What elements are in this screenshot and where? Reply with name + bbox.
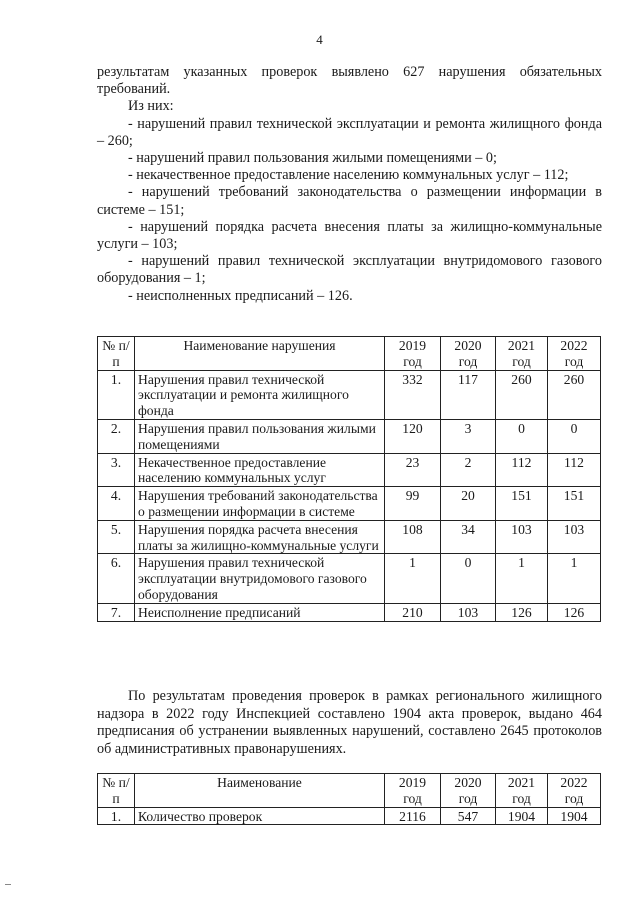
table-header-row	[98, 337, 601, 371]
header-num: № п/п	[98, 774, 135, 808]
page-number: 4	[316, 32, 323, 47]
summary-paragraph: По результатам проведения проверок в рамках регионального жилищного надзора в 2022 году Инспекцией составлено 1904 акта проверок, выдано 464 предписания об устранении выявленных нарушений, составлено 2645 протоколов об административных правонарушениях.	[97, 688, 602, 757]
header-2020: 2020 год	[441, 774, 496, 808]
row-2021: 151	[496, 487, 548, 521]
row-2021: 1	[496, 554, 548, 603]
row-2021: 1904	[496, 807, 548, 825]
row-2022: 126	[548, 603, 601, 621]
row-2020: 0	[441, 554, 496, 603]
table-row	[98, 603, 601, 621]
row-2019: 1	[385, 554, 441, 603]
row-2021: 260	[496, 370, 548, 419]
row-name: Нарушения порядка расчета внесения платы за жилищно-коммунальные услуги	[135, 520, 385, 554]
header-num: № п/п	[98, 337, 135, 371]
row-2020: 20	[441, 487, 496, 521]
table-row	[98, 419, 601, 453]
header-2020: 2020 год	[441, 337, 496, 371]
row-2022: 103	[548, 520, 601, 554]
row-2022: 1904	[548, 807, 601, 825]
row-name: Неисполнение предписаний	[135, 603, 385, 621]
row-2019: 99	[385, 487, 441, 521]
row-2019: 120	[385, 419, 441, 453]
violations-table	[97, 336, 601, 622]
header-name: Наименование	[135, 774, 385, 808]
row-2022: 0	[548, 419, 601, 453]
row-num: 2.	[98, 419, 135, 453]
row-name: Количество проверок	[135, 807, 385, 825]
row-2021: 126	[496, 603, 548, 621]
row-2022: 260	[548, 370, 601, 419]
row-2021: 103	[496, 520, 548, 554]
header-name: Наименование нарушения	[135, 337, 385, 371]
row-2019: 210	[385, 603, 441, 621]
violation-item: - нарушений правил технической эксплуатации внутридомового газового оборудования – 1;	[97, 253, 602, 287]
row-2021: 112	[496, 453, 548, 487]
table-row	[98, 520, 601, 554]
header-2022: 2022 год	[548, 337, 601, 371]
row-num: 5.	[98, 520, 135, 554]
table-row	[98, 554, 601, 603]
intro-line: результатам указанных проверок выявлено 627 нарушения обязательных требований.	[97, 64, 602, 98]
of-them-label: Из них:	[128, 98, 174, 115]
row-name: Нарушения требований законодательства о размещении информации в системе	[135, 487, 385, 521]
violation-item: - некачественное предоставление населению коммунальных услуг – 112;	[128, 167, 569, 184]
row-num: 1.	[98, 370, 135, 419]
row-2020: 2	[441, 453, 496, 487]
row-num: 4.	[98, 487, 135, 521]
inspections-table	[97, 773, 601, 825]
violation-item: - неисполненных предписаний – 126.	[128, 287, 353, 304]
table-row	[98, 487, 601, 521]
header-2022: 2022 год	[548, 774, 601, 808]
table-row	[98, 370, 601, 419]
header-2021: 2021 год	[496, 337, 548, 371]
row-2019: 332	[385, 370, 441, 419]
row-2019: 2116	[385, 807, 441, 825]
row-name: Нарушения правил технической эксплуатации и ремонта жилищного фонда	[135, 370, 385, 419]
intro-text	[97, 64, 602, 305]
row-2022: 1	[548, 554, 601, 603]
row-num: 6.	[98, 554, 135, 603]
table-row	[98, 453, 601, 487]
row-num: 1.	[98, 807, 135, 825]
header-2021: 2021 год	[496, 774, 548, 808]
margin-mark	[5, 884, 11, 885]
row-2020: 117	[441, 370, 496, 419]
violation-item: - нарушений порядка расчета внесения платы за жилищно-коммунальные услуги – 103;	[97, 218, 602, 253]
row-2022: 112	[548, 453, 601, 487]
row-2021: 0	[496, 419, 548, 453]
row-2022: 151	[548, 487, 601, 521]
row-name: Нарушения правил пользования жилыми помещениями	[135, 419, 385, 453]
row-num: 7.	[98, 603, 135, 621]
row-name: Нарушения правил технической эксплуатации внутридомового газового оборудования	[135, 554, 385, 603]
row-2020: 547	[441, 807, 496, 825]
row-2019: 23	[385, 453, 441, 487]
row-2019: 108	[385, 520, 441, 554]
row-num: 3.	[98, 453, 135, 487]
table-row	[98, 807, 601, 825]
violation-item: - нарушений правил технической эксплуатации и ремонта жилищного фонда – 260;	[97, 115, 602, 149]
header-2019: 2019 год	[385, 774, 441, 808]
header-2019: 2019 год	[385, 337, 441, 371]
table-header-row	[98, 774, 601, 808]
violation-item: - нарушений требований законодательства о размещении информации в системе – 151;	[97, 184, 602, 218]
row-2020: 103	[441, 603, 496, 621]
row-2020: 34	[441, 520, 496, 554]
violation-item: - нарушений правил пользования жилыми помещениями – 0;	[128, 150, 497, 167]
row-name: Некачественное предоставление населению коммунальных услуг	[135, 453, 385, 487]
row-2020: 3	[441, 419, 496, 453]
